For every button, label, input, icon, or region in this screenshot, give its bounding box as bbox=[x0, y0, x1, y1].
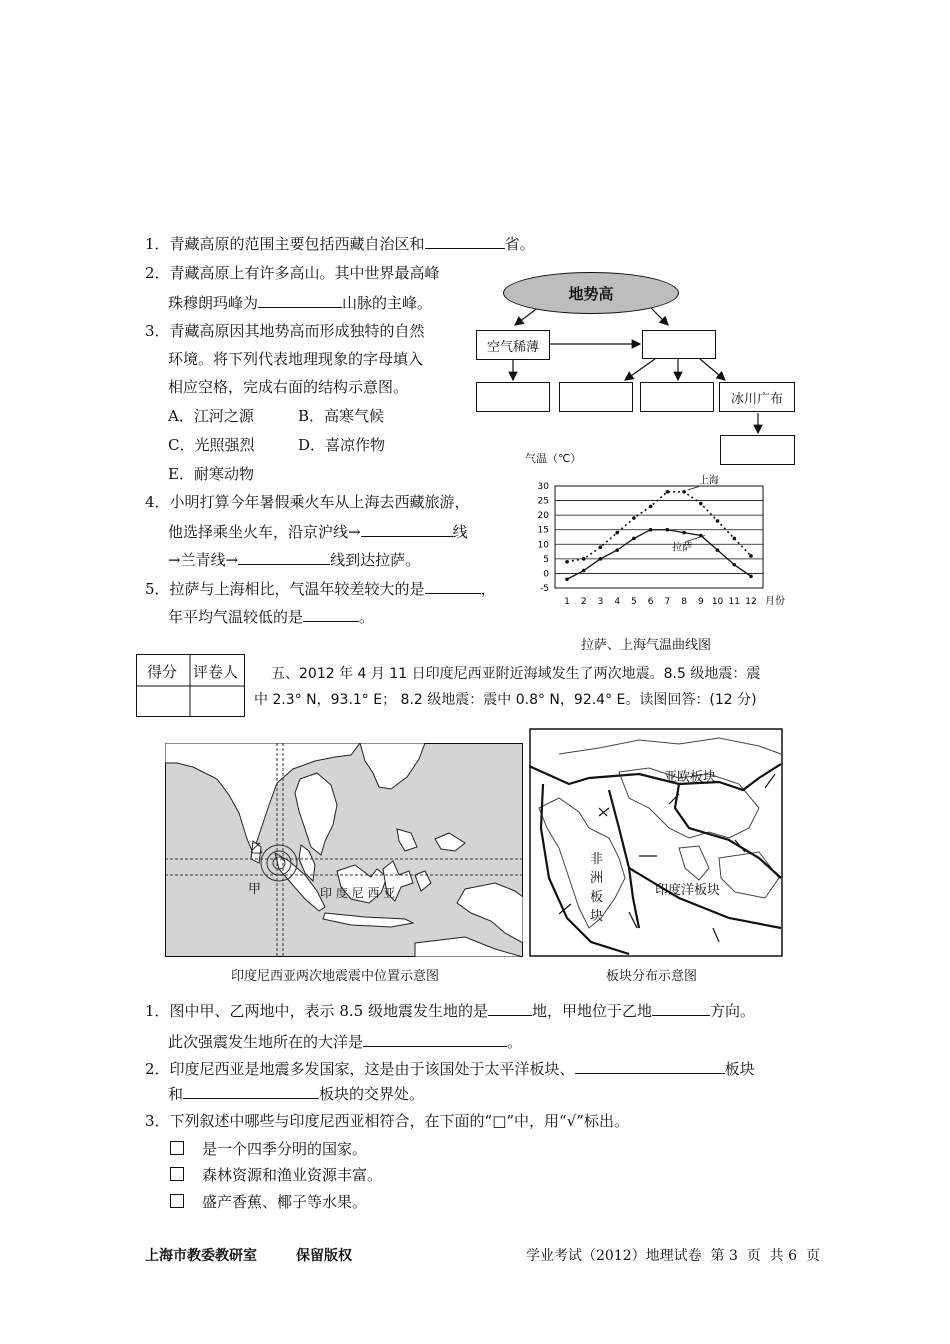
x-tick-label: 6 bbox=[647, 597, 654, 607]
label-indonesia: 印 度 尼 西 亚 bbox=[320, 886, 396, 900]
temperature-chart bbox=[515, 470, 795, 630]
option-b: B．高寒气候 bbox=[298, 407, 385, 425]
x-tick-label: 9 bbox=[697, 597, 704, 607]
x-tick-label: 12 bbox=[745, 597, 757, 607]
chart-ylabel: 气温（℃） bbox=[525, 452, 582, 465]
answer-blank[interactable] bbox=[575, 1058, 725, 1074]
label-yi: 乙 bbox=[250, 842, 264, 857]
answer-blank[interactable] bbox=[652, 1000, 710, 1016]
data-point bbox=[749, 575, 753, 579]
data-point bbox=[732, 563, 736, 567]
plot-frame bbox=[555, 486, 763, 588]
data-point bbox=[632, 516, 636, 520]
x-tick-label: 10 bbox=[711, 597, 724, 607]
section5-intro-line1: 五、2012 年 4 月 11 日印度尼西亚附近海域发生了两次地震。8.5 级地震：震 bbox=[271, 666, 761, 682]
q4-2-line2: 珠穆朗玛峰为 山脉的主峰。 bbox=[168, 294, 433, 312]
data-point bbox=[615, 531, 619, 535]
answer-blank[interactable] bbox=[425, 233, 505, 249]
section5-intro-line2: 中 2.3° N，93.1° E； 8.2 级地震：震中 0.8° N，92.4° E。读图回答：(12 分) bbox=[254, 692, 757, 708]
answer-blank[interactable] bbox=[363, 1031, 507, 1047]
q5-1-line2: 此次强震发生地所在的大洋是 。 bbox=[168, 1033, 523, 1051]
map2-caption: 板块分布示意图 bbox=[606, 969, 698, 984]
y-tick-label: 0 bbox=[543, 569, 549, 580]
answer-box-5[interactable] bbox=[720, 435, 795, 465]
answer-blank[interactable] bbox=[488, 1000, 532, 1016]
label-african-plate: 非洲板块 bbox=[590, 852, 604, 924]
plate-distribution-map bbox=[529, 728, 783, 957]
y-tick-label: 15 bbox=[537, 525, 549, 536]
q5-3-item3[interactable]: 盛产香蕉、椰子等水果。 bbox=[170, 1192, 367, 1212]
q4-3-line1: 3．青藏高原因其地势高而形成独特的自然 bbox=[145, 322, 425, 340]
data-point bbox=[649, 505, 653, 509]
checkbox[interactable] bbox=[170, 1167, 184, 1181]
data-point bbox=[666, 490, 670, 494]
y-tick-label: 30 bbox=[537, 482, 549, 492]
glacier-node: 冰川广布 bbox=[719, 382, 795, 412]
q5-2-line1: 2．印度尼西亚是地震多发国家，这是由于该国处于太平洋板块、 板块 bbox=[145, 1060, 755, 1078]
label-eurasian-plate: 亚欧板块 bbox=[664, 770, 717, 785]
q4-3-line2: 环境。将下列代表地理现象的字母填入 bbox=[168, 350, 424, 368]
q4-1: 1．青藏高原的范围主要包括西藏自治区和 省。 bbox=[145, 235, 535, 253]
indonesia-earthquake-map bbox=[165, 743, 523, 957]
data-point bbox=[749, 554, 753, 558]
data-point bbox=[649, 528, 653, 532]
y-tick-label: 20 bbox=[537, 511, 549, 522]
option-d: D．喜凉作物 bbox=[298, 436, 386, 454]
series-leader bbox=[686, 536, 705, 542]
data-point bbox=[632, 537, 636, 541]
x-tick-label: 7 bbox=[664, 597, 671, 607]
y-tick-label: 5 bbox=[543, 554, 549, 565]
q4-5-line2: 年平均气温较低的是 。 bbox=[168, 608, 375, 626]
label-jia: 甲 bbox=[248, 882, 262, 897]
x-tick-label: 2 bbox=[580, 597, 587, 607]
x-tick-label: 5 bbox=[631, 597, 637, 607]
checkbox[interactable] bbox=[170, 1194, 184, 1208]
data-point bbox=[599, 557, 603, 561]
series-line-0 bbox=[567, 492, 751, 562]
q5-1-line1: 1．图中甲、乙两地中，表示 8.5 级地震发生地的是 地，甲地位于乙地 方向。 bbox=[145, 1002, 755, 1020]
data-point bbox=[716, 519, 720, 523]
y-tick-label: 10 bbox=[537, 540, 549, 551]
q4-4-line1: 4．小明打算今年暑假乘火车从上海去西藏旅游， bbox=[145, 493, 470, 511]
data-point bbox=[682, 490, 686, 494]
answer-blank[interactable] bbox=[425, 578, 481, 594]
footer-left: 上海市教委教研室 保留版权 bbox=[145, 1248, 352, 1264]
series-leader bbox=[688, 486, 699, 489]
data-point bbox=[582, 569, 586, 573]
answer-blank[interactable] bbox=[361, 521, 453, 537]
option-c: C．光照强烈 bbox=[168, 436, 255, 454]
q4-4-line2: 他选择乘坐火车，沿京沪线→ 线 bbox=[168, 523, 468, 541]
x-tick-label: 3 bbox=[597, 597, 604, 607]
y-tick-label: -5 bbox=[540, 584, 549, 594]
series-label: 上海 bbox=[698, 475, 719, 487]
label-indian-plate: 印度洋板块 bbox=[655, 883, 721, 898]
answer-blank[interactable] bbox=[238, 549, 330, 565]
checkbox[interactable] bbox=[170, 1141, 184, 1155]
q5-3-line1: 3．下列叙述中哪些与印度尼西亚相符合，在下面的“□”中，用“√”标出。 bbox=[145, 1112, 629, 1130]
x-tick-label: 1 bbox=[564, 597, 570, 607]
data-point bbox=[716, 548, 720, 552]
x-axis-label: 月份 bbox=[765, 596, 785, 607]
thin-air-node: 空气稀薄 bbox=[476, 330, 550, 360]
data-point bbox=[682, 531, 686, 535]
q4-2-line1: 2．青藏高原上有许多高山。其中世界最高峰 bbox=[145, 264, 440, 282]
answer-box-4[interactable] bbox=[640, 382, 714, 412]
series-line-1 bbox=[567, 530, 751, 580]
x-tick-label: 8 bbox=[681, 597, 687, 607]
data-point bbox=[732, 537, 736, 541]
data-point bbox=[666, 528, 670, 532]
data-point bbox=[565, 577, 569, 581]
data-point bbox=[615, 548, 619, 552]
answer-box-1[interactable] bbox=[642, 330, 716, 359]
y-tick-label: 25 bbox=[537, 496, 549, 507]
q4-4-line3: →兰青线→ 线到达拉萨。 bbox=[168, 551, 421, 569]
answer-blank[interactable] bbox=[258, 292, 342, 308]
answer-blank[interactable] bbox=[183, 1083, 319, 1099]
answer-blank[interactable] bbox=[303, 606, 359, 622]
chart-title: 拉萨、上海气温曲线图 bbox=[581, 638, 712, 653]
data-point bbox=[699, 502, 703, 506]
option-a: A．江河之源 bbox=[168, 407, 254, 425]
series-label: 拉萨 bbox=[672, 542, 693, 554]
answer-box-3[interactable] bbox=[559, 382, 633, 412]
q5-2-line2: 和 板块的交界处。 bbox=[168, 1085, 425, 1103]
option-e: E．耐寒动物 bbox=[168, 465, 254, 483]
q5-3-item1[interactable]: 是一个四季分明的国家。 bbox=[170, 1139, 367, 1159]
data-point bbox=[599, 545, 603, 549]
score-label: 得分 bbox=[147, 663, 178, 681]
answer-box-2[interactable] bbox=[476, 382, 550, 412]
data-point bbox=[565, 560, 569, 564]
data-point bbox=[582, 557, 586, 561]
terrain-high-node: 地势高 bbox=[503, 272, 679, 314]
q4-5-line1: 5．拉萨与上海相比，气温年较差较大的是 ， bbox=[145, 580, 496, 598]
x-tick-label: 11 bbox=[728, 597, 740, 607]
q5-3-item2[interactable]: 森林资源和渔业资源丰富。 bbox=[170, 1165, 382, 1185]
grader-label: 评卷人 bbox=[193, 663, 239, 681]
map1-caption: 印度尼西亚两次地震震中位置示意图 bbox=[231, 969, 440, 984]
footer-right: 学业考试（2012）地理试卷 第 3 页 共 6 页 bbox=[526, 1248, 820, 1264]
x-tick-label: 4 bbox=[614, 597, 621, 607]
q4-3-line3: 相应空格，完成右面的结构示意图。 bbox=[168, 378, 409, 396]
